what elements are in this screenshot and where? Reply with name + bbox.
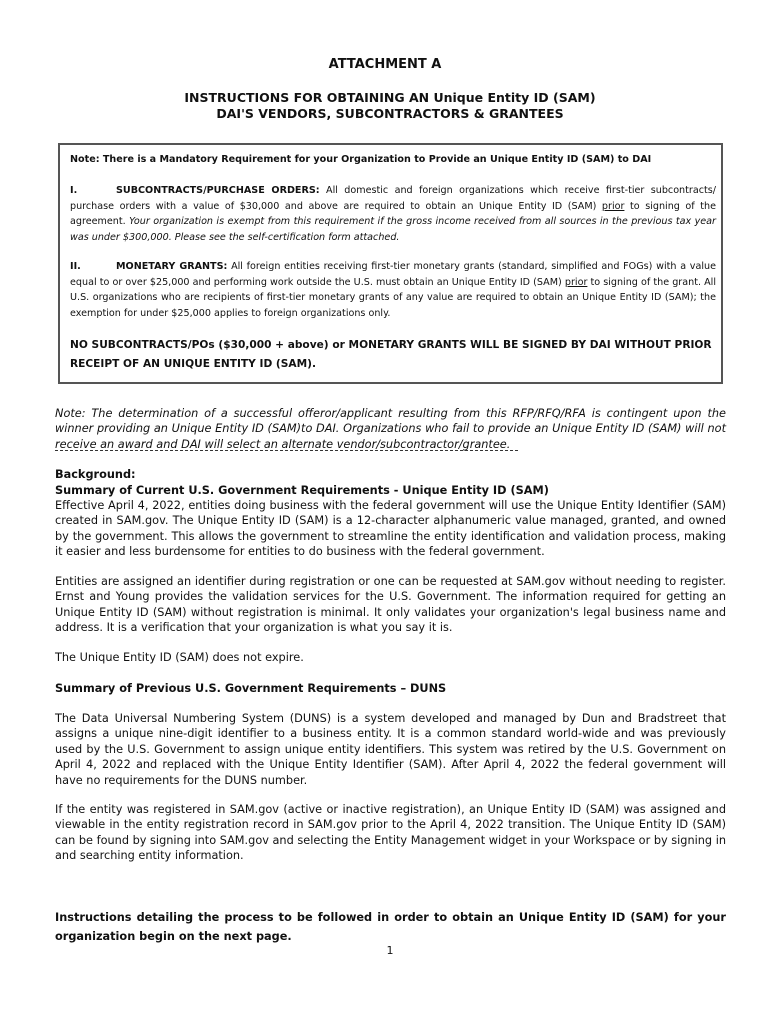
page-number: 1 [386, 944, 394, 957]
mandatory-note: Note: There is a Mandatory Requirement for your Organization to Provide an Unique Entity ID (SAM) to DAI [70, 154, 652, 165]
document-title-line-2: DAI'S VENDORS, SUBCONTRACTORS & GRANTEES [216, 106, 564, 121]
instructions-note: Instructions detailing the process to be followed in order to obtain an Unique Entity ID (SAM) for your organization begin on the next page. [55, 911, 726, 943]
item-number: II. [70, 261, 81, 272]
current-requirements-paragraph: Effective April 4, 2022, entities doing business with the federal government will use the Unique Entity Identifier (SAM) created in SAM.gov. The Unique Entity ID (SAM) is a 12-character alphanumeric value managed, granted, and owned by the government. This allows the government to streamline the entity identification and validation process, making it easier and less burdensome for entities to do business with the federal government. [55, 499, 726, 559]
duns-paragraph: The Data Universal Numbering System (DUNS) is a system developed and managed by Dun and Bradstreet that assigns a unique nine-digit identifier to a business entity. It is a common standard world-wide and was previously used by the U.S. Government to assign unique entity identifiers. This system was retired by the U.S. Government on April 4, 2022 and replaced with the Unique Entity Identifier (SAM). After April 4, 2022 the federal government will have no requirements for the DUNS number. [55, 712, 726, 787]
signing-warning: NO SUBCONTRACTS/POs ($30,000 + above) or MONETARY GRANTS WILL BE SIGNED BY DAI WITHOUT PRIOR RECEIPT OF AN UNIQUE ENTITY ID (SAM). [70, 339, 712, 370]
background-heading: Background: [55, 468, 136, 481]
previous-requirements-heading: Summary of Previous U.S. Government Requirements – DUNS [55, 682, 447, 695]
determination-note: Note: The determination of a successful offeror/applicant resulting from this RFP/RFQ/RFA is contingent upon the winner providing an Unique Entity ID (SAM)to DAI. Organizations who fail to provide an Unique Entity ID (SAM) will not receive an award and DAI will select an alternate vendor/subcontractor/grantee. [55, 407, 726, 451]
item-text: to signing of the agreement. [70, 200, 716, 227]
dashed-divider [55, 450, 518, 451]
item-heading: MONETARY GRANTS: [116, 261, 228, 272]
expiry-paragraph: The Unique Entity ID (SAM) does not expire. [55, 651, 304, 664]
sam-registration-paragraph: If the entity was registered in SAM.gov (active or inactive registration), an Unique Entity ID (SAM) was assigned and viewable in the entity registration record in SAM.gov prior to the April 4, 2022 transition. The Unique Entity ID (SAM) can be found by signing into SAM.gov and selecting the Entity Management widget in your Workspace or by signing in and searching entity information. [55, 803, 726, 863]
item-text: to signing of the grant. All U.S. organizations who are recipients of first-tier monetary grants of any value are required to obtain an Unique Entity ID (SAM); the exemption for under $25,000 applies to foreign organizations only. [70, 276, 716, 319]
item-text: All domestic and foreign organizations which receive first-tier subcontracts/ purchase orders with a value of $30,000 and above are required to obtain an Unique Entity ID (SAM) [70, 185, 716, 212]
mandatory-requirement-box [58, 143, 723, 384]
underlined-word: prior [564, 276, 588, 288]
document-title-line-1: INSTRUCTIONS FOR OBTAINING AN Unique Entity ID (SAM) [184, 90, 596, 105]
underlined-word: prior [601, 200, 625, 212]
current-requirements-heading: Summary of Current U.S. Government Requirements - Unique Entity ID (SAM) [55, 484, 549, 497]
exemption-text: Your organization is exempt from this requirement if the gross income received from all sources in the previous tax year was under $300,000. Please see the self-certification form attached. [70, 216, 717, 243]
requirement-item-subcontracts [70, 183, 716, 245]
attachment-title: ATTACHMENT A [328, 57, 442, 72]
item-number: I. [70, 185, 78, 196]
requirement-item-grants [70, 259, 716, 321]
item-heading: SUBCONTRACTS/PURCHASE ORDERS: [116, 185, 320, 196]
entities-paragraph: Entities are assigned an identifier during registration or one can be requested at SAM.gov without needing to register. Ernst and Young provides the validation services for the U.S. Government. The information required for getting an Unique Entity ID (SAM) without registration is minimal. It only validates your organization's legal business name and address. It is a verification that your organization is what you say it is. [55, 575, 726, 635]
item-text: All foreign entities receiving first-tier monetary grants (standard, simplified and FOGs) with a value equal to or over $25,000 and performing work outside the U.S. must obtain an Unique Entity ID (SAM) [70, 261, 716, 288]
